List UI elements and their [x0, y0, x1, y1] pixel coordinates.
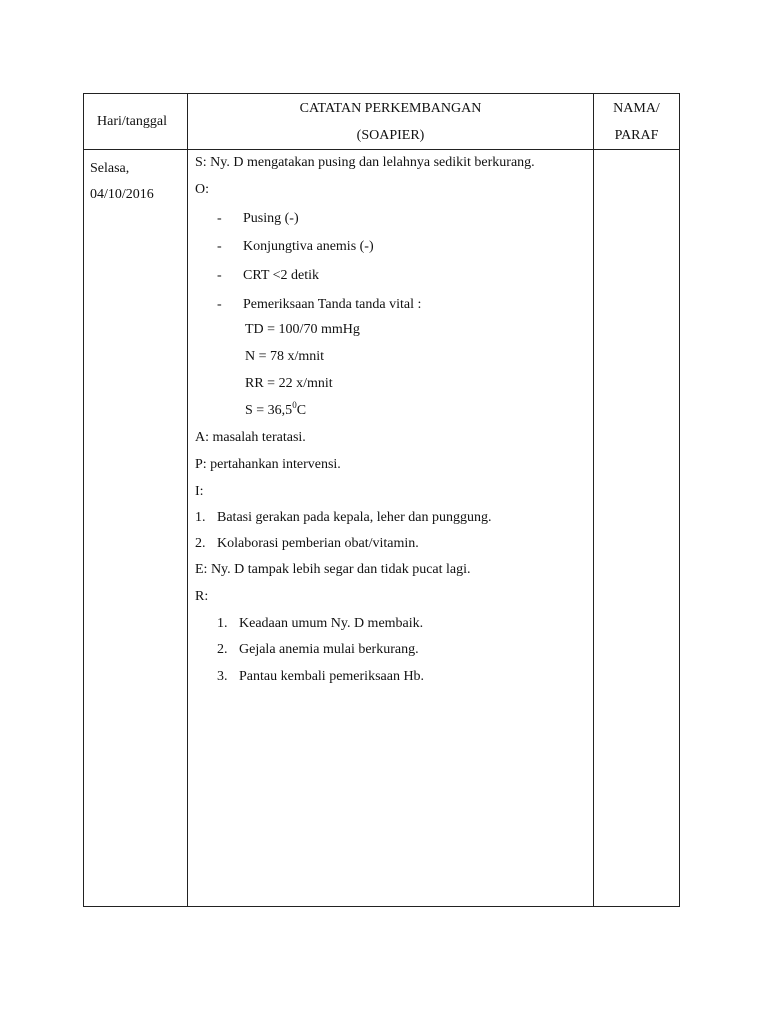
header-notes — [188, 94, 594, 150]
objective-item: - Konjungtiva anemis (-) — [217, 239, 374, 254]
entry-day: Selasa, — [90, 161, 130, 176]
vital-n: N = 78 x/mnit — [245, 349, 325, 364]
reassessment-item: 1. Keadaan umum Ny. D membaik. — [217, 616, 424, 631]
entry-sign-cell — [594, 150, 680, 907]
entry-notes-cell — [188, 150, 594, 907]
reassessment-label: R: — [195, 589, 209, 604]
vital-td: TD = 100/70 mmHg — [245, 322, 360, 337]
reassessment-item: 3. Pantau kembali pemeriksaan Hb. — [217, 669, 425, 684]
subjective-line: S: Ny. D mengatakan pusing dan lelahnya sedikit berkurang. — [195, 155, 535, 170]
header-date — [84, 94, 188, 150]
vital-rr: RR = 22 x/mnit — [245, 376, 333, 391]
objective-item: - CRT <2 detik — [217, 268, 320, 283]
vital-temperature: $S = 36,5^0C$ — [245, 400, 307, 418]
header-sign — [594, 94, 680, 150]
reassessment-item: 2. Gejala anemia mulai berkurang. — [217, 642, 419, 657]
intervention-item: 2. Kolaborasi pemberian obat/vitamin. — [195, 536, 419, 551]
objective-label: O: — [195, 182, 209, 197]
evaluation-line: E: Ny. D tampak lebih segar dan tidak pucat lagi. — [195, 562, 471, 577]
header-sign-line2: PARAF — [614, 127, 659, 143]
intervention-item: 1. Batasi gerakan pada kepala, leher dan punggung. — [195, 510, 492, 525]
entry-row — [84, 150, 680, 907]
progress-notes-table — [83, 93, 680, 907]
entry-date-cell — [84, 150, 188, 907]
header-date-label: Hari/tanggal — [97, 113, 167, 129]
header-notes-title: CATATAN PERKEMBANGAN — [299, 100, 482, 116]
header-notes-subtitle: (SOAPIER) — [356, 127, 425, 143]
entry-date: 04/10/2016 — [90, 187, 154, 202]
intervention-label: I: — [195, 484, 204, 499]
header-sign-line1: NAMA/ — [613, 100, 660, 116]
planning-line: P: pertahankan intervensi. — [195, 457, 341, 472]
assessment-line: A: masalah teratasi. — [195, 430, 306, 445]
objective-item: - Pusing (-) — [217, 211, 299, 226]
header-row — [84, 94, 680, 150]
objective-item: - Pemeriksaan Tanda tanda vital : — [217, 297, 422, 312]
